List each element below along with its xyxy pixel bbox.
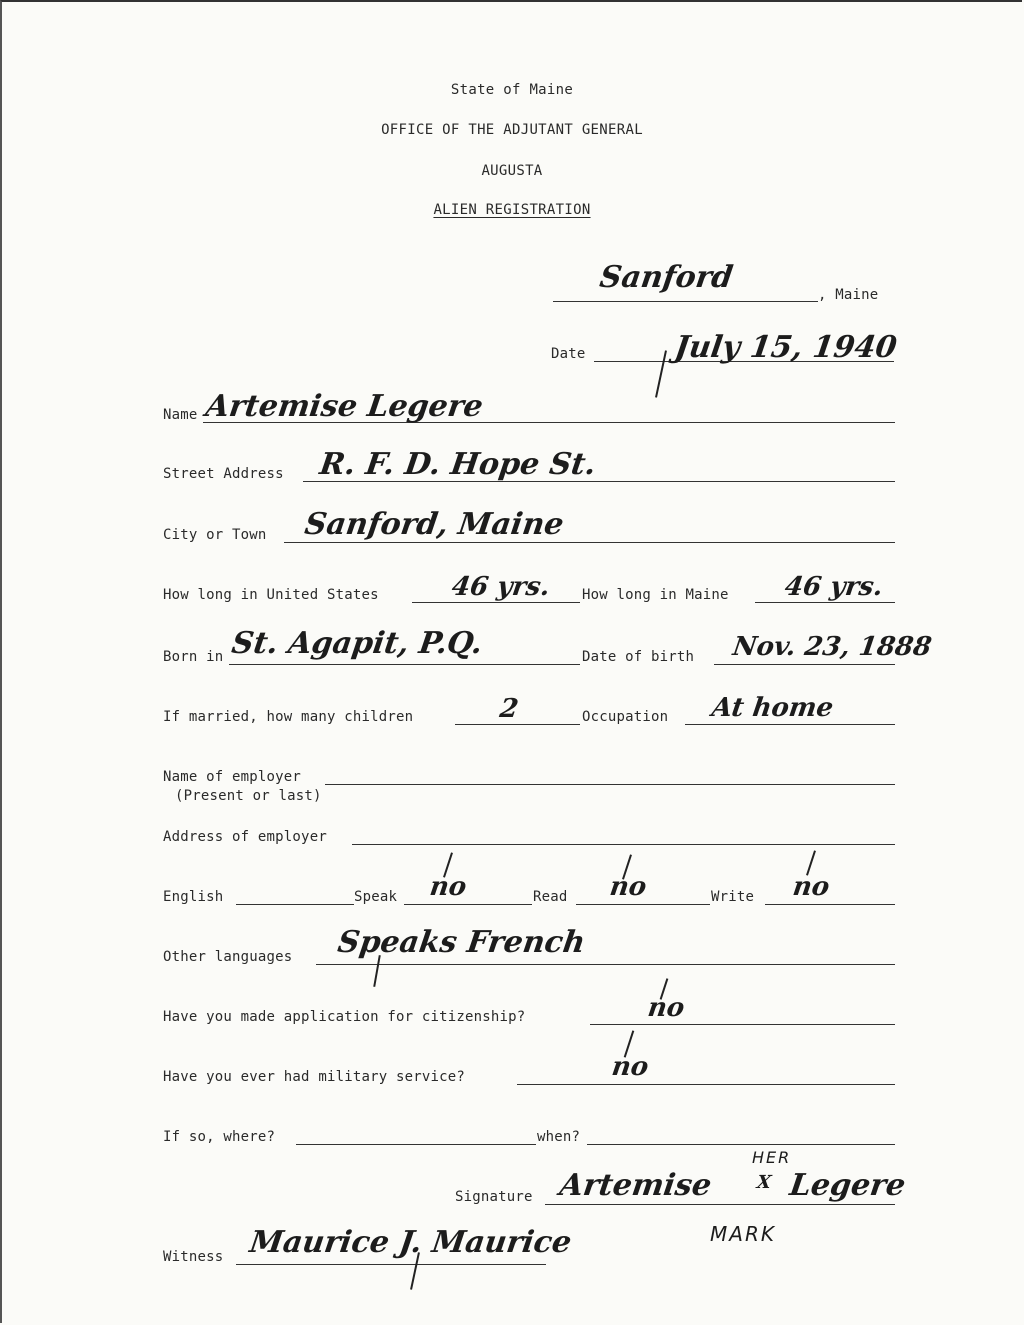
maine-value: 46 yrs. <box>782 572 885 602</box>
employer-address-label: Address of employer <box>163 829 327 845</box>
city-label: City or Town <box>163 527 267 543</box>
speak-label: Speak <box>354 889 398 905</box>
children-line <box>455 724 580 725</box>
header-city: AUGUSTA <box>481 163 543 179</box>
name-value: Artemise Legere <box>203 389 486 424</box>
date-value: July 15, 1940 <box>672 330 899 365</box>
employer-label: Name of employer <box>163 769 302 785</box>
date-flourish <box>655 350 667 397</box>
header-title: ALIEN REGISTRATION <box>433 202 591 218</box>
signature-label: Signature <box>455 1189 533 1205</box>
header-state: State of Maine <box>450 82 574 98</box>
where-line <box>296 1144 536 1145</box>
write-label: Write <box>711 889 755 905</box>
military-label: Have you ever had military service? <box>163 1069 466 1085</box>
city-line <box>284 542 895 543</box>
us-line <box>412 602 580 603</box>
other-languages-label: Other languages <box>163 949 293 965</box>
other-languages-line <box>316 964 895 965</box>
write-line <box>765 904 895 905</box>
header-office: OFFICE OF THE ADJUTANT GENERAL <box>381 122 643 138</box>
english-line <box>236 904 354 905</box>
employer-address-line <box>352 844 895 845</box>
dob-line <box>714 664 895 665</box>
place-suffix-label: , Maine <box>818 287 879 303</box>
occupation-value: At home <box>709 693 836 723</box>
name-label: Name <box>163 407 198 423</box>
where-label: If so, where? <box>163 1129 276 1145</box>
signature-last: Legere <box>787 1168 908 1203</box>
place-value: Sanford <box>597 260 736 295</box>
read-line <box>576 904 710 905</box>
write-value: no <box>790 872 832 902</box>
signature-her: HER <box>752 1148 792 1167</box>
when-label: when? <box>537 1129 581 1145</box>
born-value: St. Agapit, P.Q. <box>229 626 485 661</box>
children-value: 2 <box>497 694 521 724</box>
witness-label: Witness <box>163 1249 224 1265</box>
witness-value: Maurice J. Maurice <box>247 1225 574 1260</box>
read-label: Read <box>533 889 568 905</box>
occupation-label: Occupation <box>582 709 669 725</box>
us-value: 46 yrs. <box>449 572 552 602</box>
street-label: Street Address <box>163 466 284 482</box>
born-label: Born in <box>163 649 224 665</box>
signature-line <box>545 1204 895 1205</box>
signature-x: X <box>755 1172 773 1193</box>
signature-mark: MARK <box>710 1222 776 1246</box>
city-value: Sanford, Maine <box>302 507 566 542</box>
when-line <box>587 1144 895 1145</box>
dob-value: Nov. 23, 1888 <box>730 632 934 662</box>
military-value: no <box>609 1052 651 1082</box>
read-value: no <box>607 872 649 902</box>
english-label: English <box>163 889 224 905</box>
maine-label: How long in Maine <box>582 587 729 603</box>
us-label: How long in United States <box>163 587 379 603</box>
citizenship-line <box>590 1024 895 1025</box>
occupation-line <box>685 724 895 725</box>
speak-line <box>404 904 532 905</box>
dob-label: Date of birth <box>582 649 695 665</box>
employer-line <box>325 784 895 785</box>
military-line <box>517 1084 895 1085</box>
date-label: Date <box>551 346 586 362</box>
witness-line <box>236 1264 546 1265</box>
street-value: R. F. D. Hope St. <box>317 447 599 482</box>
maine-line <box>755 602 895 603</box>
signature-first: Artemise <box>557 1168 714 1203</box>
other-languages-value: Speaks French <box>335 925 588 960</box>
citizenship-value: no <box>645 993 687 1023</box>
children-label: If married, how many children <box>163 709 414 725</box>
born-line <box>229 664 580 665</box>
place-line <box>553 301 818 302</box>
citizenship-label: Have you made application for citizenship? <box>163 1009 526 1025</box>
speak-value: no <box>427 872 469 902</box>
employer-sublabel: (Present or last) <box>175 788 322 804</box>
